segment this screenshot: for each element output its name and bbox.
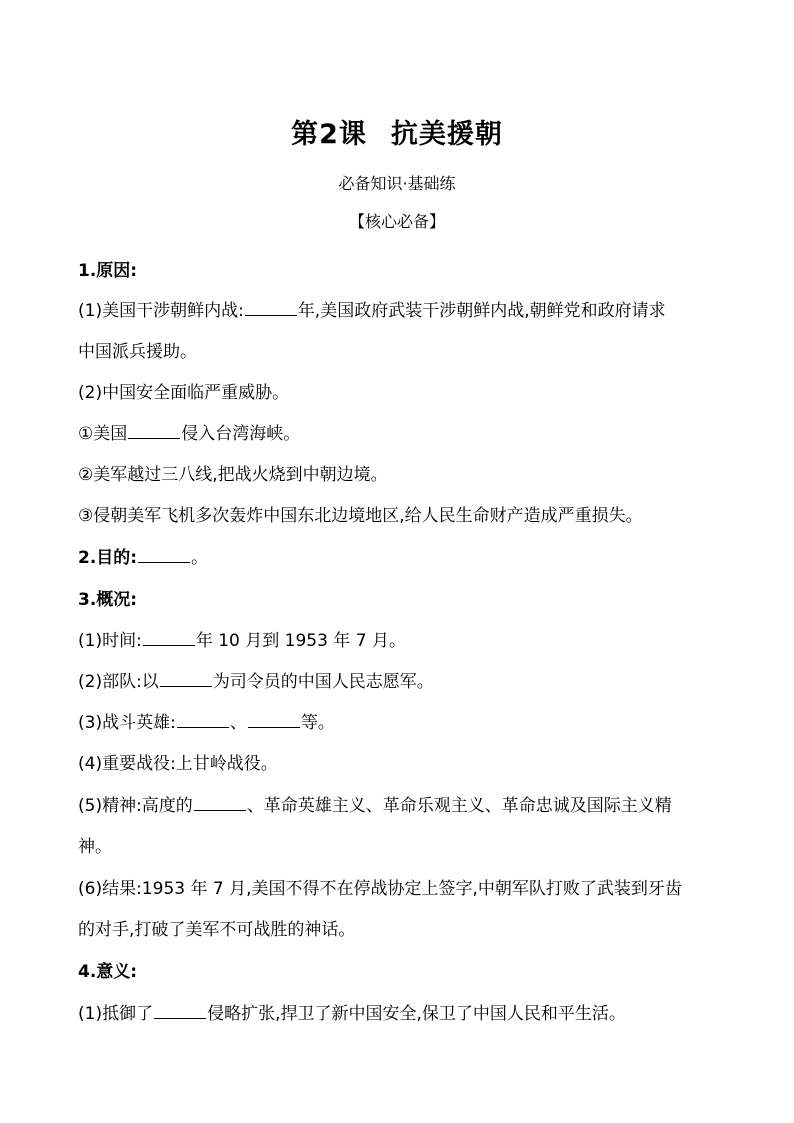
text-line: ①美国 侵入台湾海峡。 xyxy=(78,424,301,444)
lesson-name: 抗美援朝 xyxy=(390,119,503,150)
text-line: (1)时间: 年 10 月到 1953 年 7 月。 xyxy=(78,631,406,651)
section-heading-3: 3.概况: xyxy=(78,590,138,610)
text-line: (3)战斗英雄: 、 等。 xyxy=(78,713,335,733)
section-heading-1: 1.原因: xyxy=(78,261,138,281)
core-header: 【核心必备】 xyxy=(348,212,445,231)
page-subtitle: 必备知识·基础练 xyxy=(338,174,456,193)
text-line: (5)精神:高度的 、革命英雄主义、革命乐观主义、革命忠诚及国际主义精 xyxy=(78,796,672,816)
page-title xyxy=(0,112,794,151)
text-line: ②美军越过三八线,把战火烧到中朝边境。 xyxy=(78,465,388,485)
fill-blank[interactable] xyxy=(245,301,297,316)
text-line: (6)结果:1953 年 7 月,美国不得不在停战协定上签字,中朝军队打败了武装到牙齿 xyxy=(78,879,682,899)
fill-blank[interactable] xyxy=(143,631,195,646)
text-line: (1)美国干涉朝鲜内战: 年,美国政府武装干涉朝鲜内战,朝鲜党和政府请求 xyxy=(78,301,666,321)
text-line: 的对手,打破了美军不可战胜的神话。 xyxy=(78,920,356,940)
fill-blank[interactable] xyxy=(138,548,190,563)
text-line: (2)部队:以 为司令员的中国人民志愿军。 xyxy=(78,672,434,692)
section-heading-2: 2.目的: 。 xyxy=(78,548,209,568)
fill-blank[interactable] xyxy=(160,672,212,687)
text-line: 中国派兵援助。 xyxy=(78,342,197,362)
section-heading-4: 4.意义: xyxy=(78,962,138,982)
fill-blank[interactable] xyxy=(128,424,180,439)
fill-blank[interactable] xyxy=(248,713,300,728)
text-line: 神。 xyxy=(78,837,112,857)
text-line: (1)抵御了 侵略扩张,捍卫了新中国安全,保卫了中国人民和平生活。 xyxy=(78,1004,626,1024)
fill-blank[interactable] xyxy=(177,713,229,728)
text-line: ③侵朝美军飞机多次轰炸中国东北边境地区,给人民生命财产造成严重损失。 xyxy=(78,506,643,526)
fill-blank[interactable] xyxy=(194,796,246,811)
lesson-number: 第2课 xyxy=(291,119,367,150)
fill-blank[interactable] xyxy=(154,1004,206,1019)
text-line: (2)中国安全面临严重威胁。 xyxy=(78,383,290,403)
text-line: (4)重要战役:上甘岭战役。 xyxy=(78,754,278,774)
